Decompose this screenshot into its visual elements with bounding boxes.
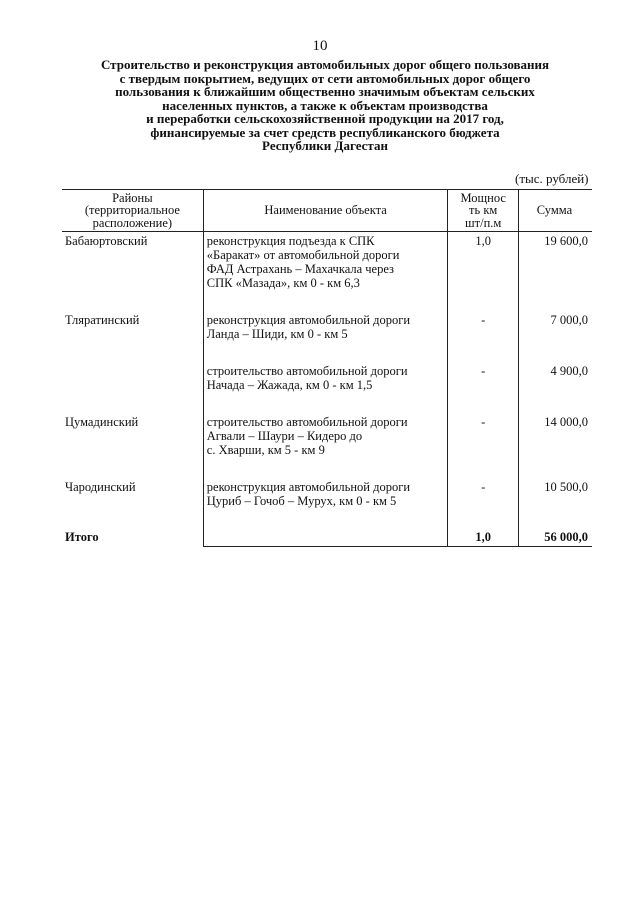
header-power-line: шт/п.м bbox=[465, 215, 502, 230]
table-row bbox=[62, 478, 592, 510]
object-name-line: Цуриб – Гочоб – Мурух, км 0 - км 5 bbox=[206, 494, 397, 508]
header-sum: Сумма bbox=[518, 190, 592, 232]
title-line: и переработки сельскохозяйственной продукции на 2017 год, bbox=[146, 111, 504, 126]
object-name-line: строительство автомобильной дороги bbox=[206, 415, 408, 429]
row-spacer bbox=[62, 510, 592, 529]
table-row bbox=[62, 232, 592, 293]
row-power: - bbox=[448, 362, 518, 394]
row-region: Бабаюртовский bbox=[65, 234, 148, 248]
row-object-name bbox=[203, 232, 448, 293]
table-row bbox=[62, 413, 592, 459]
header-region-line: (территориальное bbox=[84, 203, 180, 218]
row-sum: 19 600,0 bbox=[518, 232, 592, 293]
header-name: Наименование объекта bbox=[203, 190, 448, 232]
row-object-name bbox=[203, 311, 448, 343]
object-name-line: Агвали – Шаури – Кидеро до bbox=[206, 429, 363, 443]
header-power bbox=[448, 190, 518, 232]
title-line: пользования к ближайшим общественно значимым объектам сельских bbox=[115, 84, 535, 99]
row-power: - bbox=[448, 413, 518, 459]
total-power: 1,0 bbox=[448, 529, 518, 547]
row-region: Цумадинский bbox=[65, 415, 139, 429]
table-row bbox=[62, 311, 592, 343]
title-line: с твердым покрытием, ведущих от сети автомобильных дорог общего bbox=[119, 70, 531, 86]
title-line: населенных пунктов, а также к объектам производства bbox=[162, 97, 488, 113]
object-name-line: реконструкция подъезда к СПК bbox=[206, 234, 375, 248]
total-row bbox=[62, 529, 592, 547]
row-spacer bbox=[62, 343, 592, 362]
page-number: 10 bbox=[312, 38, 328, 54]
total-sum: 56 000,0 bbox=[518, 529, 592, 547]
title-line: Республики Дагестан bbox=[262, 138, 388, 153]
table-header-row bbox=[62, 190, 592, 232]
document-title bbox=[70, 58, 580, 153]
object-name-line: реконструкция автомобильной дороги bbox=[206, 480, 411, 494]
row-spacer bbox=[62, 292, 592, 311]
object-name-line: с. Хварши, км 5 - км 9 bbox=[206, 443, 325, 457]
row-sum: 10 500,0 bbox=[518, 478, 592, 510]
header-region bbox=[62, 190, 203, 232]
header-power-line: Мощнос bbox=[460, 190, 506, 205]
row-object-name bbox=[203, 478, 448, 510]
row-object-name bbox=[203, 413, 448, 459]
object-name-line: СПК «Мазада», км 0 - км 6,3 bbox=[206, 276, 360, 290]
row-spacer bbox=[62, 394, 592, 413]
row-power: - bbox=[448, 311, 518, 343]
row-spacer bbox=[62, 459, 592, 478]
row-power: - bbox=[448, 478, 518, 510]
object-name-line: реконструкция автомобильной дороги bbox=[206, 313, 411, 327]
units-note: (тыс. рублей) bbox=[515, 171, 589, 186]
title-line: финансируемые за счет средств республиканского бюджета bbox=[150, 124, 500, 140]
row-sum: 7 000,0 bbox=[518, 311, 592, 343]
budget-table bbox=[62, 189, 592, 547]
row-region: Тляратинский bbox=[65, 313, 140, 327]
header-power-line: ть км bbox=[469, 203, 498, 218]
table-row bbox=[62, 362, 592, 394]
object-name-line: строительство автомобильной дороги bbox=[206, 364, 408, 378]
row-object-name bbox=[203, 362, 448, 394]
object-name-line: Начада – Жажада, км 0 - км 1,5 bbox=[206, 378, 373, 392]
header-region-line: Районы bbox=[112, 190, 153, 205]
title-line: Строительство и реконструкция автомобильных дорог общего пользования bbox=[100, 57, 550, 72]
row-sum: 14 000,0 bbox=[518, 413, 592, 459]
row-power: 1,0 bbox=[448, 232, 518, 293]
total-label: Итого bbox=[65, 530, 99, 544]
header-region-line: расположение) bbox=[92, 215, 173, 230]
row-region: Чародинский bbox=[65, 480, 136, 494]
object-name-line: «Баракат» от автомобильной дороги bbox=[206, 248, 400, 262]
row-sum: 4 900,0 bbox=[518, 362, 592, 394]
total-name-empty bbox=[203, 529, 448, 547]
object-name-line: ФАД Астрахань – Махачкала через bbox=[206, 262, 394, 276]
row-region bbox=[62, 362, 203, 394]
object-name-line: Ланда – Шиди, км 0 - км 5 bbox=[206, 327, 348, 341]
